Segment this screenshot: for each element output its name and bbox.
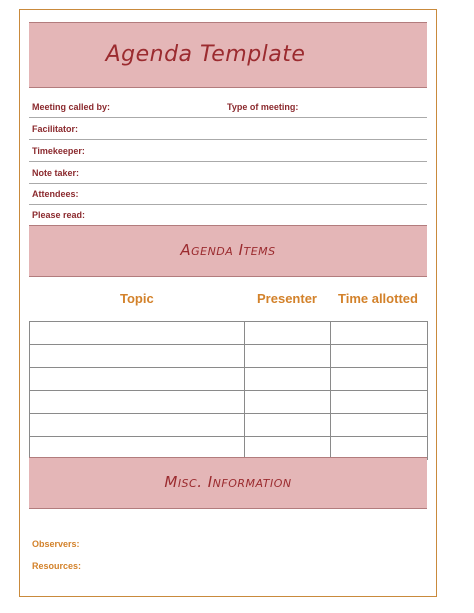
- presenter-cell[interactable]: [245, 414, 331, 437]
- topic-cell[interactable]: [30, 391, 245, 414]
- page-title: Agenda Template: [105, 42, 306, 67]
- facilitator-label: Facilitator:: [32, 124, 79, 134]
- topic-column-header: Topic: [120, 291, 154, 306]
- table-row: [30, 345, 428, 368]
- time-cell[interactable]: [331, 391, 428, 414]
- topic-cell[interactable]: [30, 414, 245, 437]
- time-cell[interactable]: [331, 368, 428, 391]
- resources-label: Resources:: [32, 561, 82, 571]
- field-row-note-taker: [29, 162, 427, 184]
- misc-information-banner: [29, 457, 427, 509]
- field-row-meeting: [29, 96, 427, 118]
- time-cell[interactable]: [331, 414, 428, 437]
- presenter-cell[interactable]: [245, 391, 331, 414]
- agenda-items-heading: Agenda Items: [180, 241, 276, 259]
- time-cell[interactable]: [331, 322, 428, 345]
- table-row: [30, 414, 428, 437]
- field-row-timekeeper: [29, 140, 427, 162]
- topic-cell[interactable]: [30, 322, 245, 345]
- please-read-label: Please read:: [32, 210, 86, 220]
- table-row: [30, 368, 428, 391]
- presenter-cell[interactable]: [245, 368, 331, 391]
- meeting-called-by-label: Meeting called by:: [32, 102, 111, 112]
- note-taker-label: Note taker:: [32, 168, 80, 178]
- type-of-meeting-label: Type of meeting:: [227, 102, 299, 112]
- field-row-facilitator: [29, 118, 427, 140]
- title-banner: [29, 22, 427, 88]
- observers-label: Observers:: [32, 539, 80, 549]
- agenda-items-banner: [29, 225, 427, 277]
- presenter-cell[interactable]: [245, 345, 331, 368]
- misc-information-heading: Misc. Information: [164, 473, 292, 491]
- table-row: [30, 322, 428, 345]
- presenter-cell[interactable]: [245, 322, 331, 345]
- field-row-attendees: [29, 183, 427, 205]
- presenter-column-header: Presenter: [257, 291, 317, 306]
- field-row-please-read: [29, 204, 427, 226]
- time-cell[interactable]: [331, 345, 428, 368]
- attendees-label: Attendees:: [32, 189, 79, 199]
- topic-cell[interactable]: [30, 345, 245, 368]
- topic-cell[interactable]: [30, 368, 245, 391]
- timekeeper-label: Timekeeper:: [32, 146, 85, 156]
- time-allotted-column-header: Time allotted: [338, 291, 418, 306]
- table-row: [30, 391, 428, 414]
- agenda-table: [29, 321, 428, 460]
